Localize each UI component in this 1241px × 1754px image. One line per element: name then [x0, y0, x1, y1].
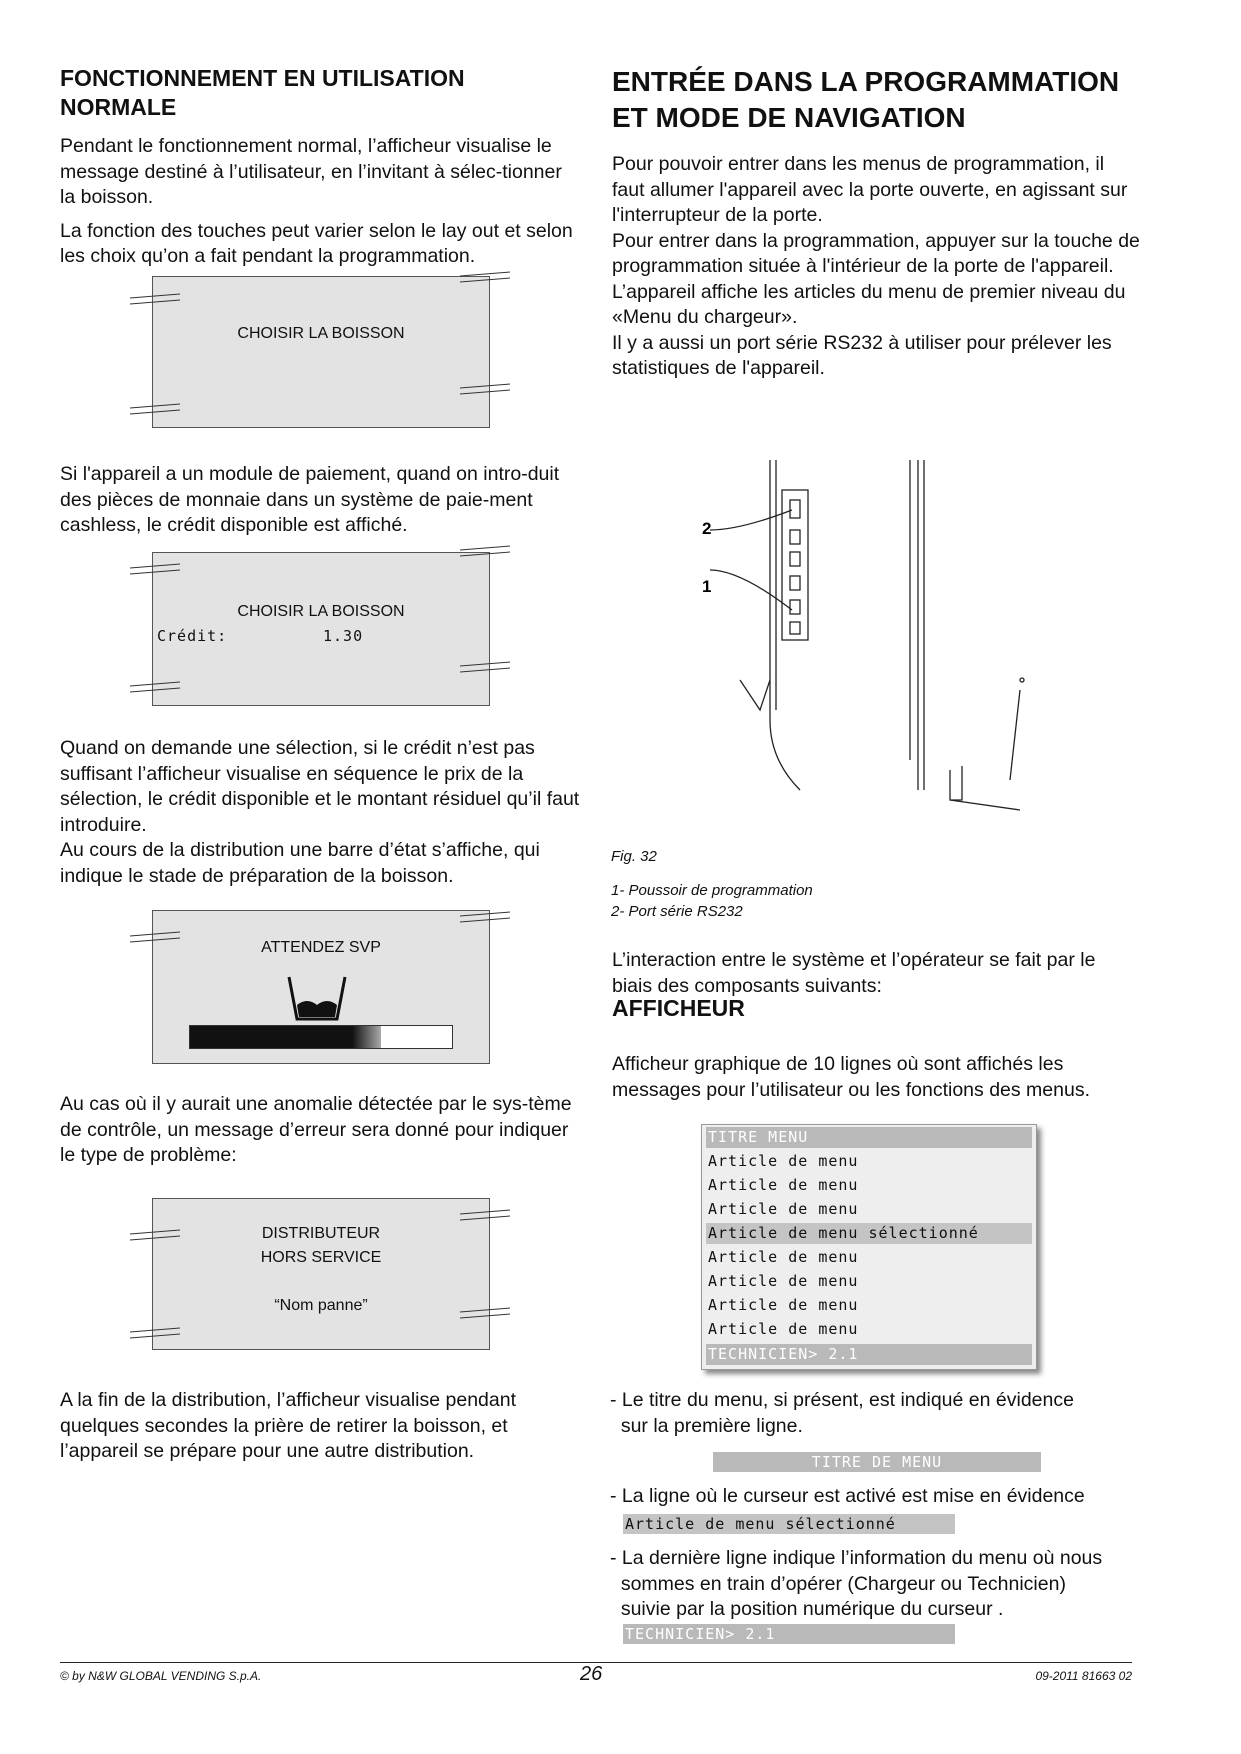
- paragraph: L’interaction entre le système et l’opérateur se fait par le biais des composants suivants:: [612, 949, 1096, 997]
- figure-legend-item: 2- Port série RS232: [611, 903, 743, 920]
- display-text: CHOISIR LA BOISSON: [237, 325, 405, 342]
- menu-item: Article de menu: [708, 1296, 859, 1314]
- section-heading-normal-use: FONCTIONNEMENT EN UTILISATION NORMALE: [60, 65, 465, 120]
- menu-item: Article de menu: [708, 1320, 859, 1338]
- menu-item-selected: Article de menu sélectionné: [706, 1223, 1032, 1244]
- document-code: 09-2011 81663 02: [1035, 1669, 1132, 1683]
- display-text: CHOISIR LA BOISSON: [237, 603, 405, 620]
- menu-item: Article de menu: [708, 1248, 859, 1266]
- paragraph: Au cas où il y aurait une anomalie détectée par le sys-tème de contrôle, un message d’erreur sera donné pour indiquer le type de problème:: [60, 1093, 572, 1166]
- paragraph: Pour entrer dans la programmation, appuyer sur la touche de programmation située à l'intérieur de la porte de l'appareil.: [612, 229, 1140, 277]
- figure-caption: Fig. 32: [611, 848, 657, 865]
- credit-value: 1.30: [323, 627, 364, 645]
- bullet-item: - Le titre du menu, si présent, est indiqué en évidence sur la première ligne.: [610, 1389, 1074, 1437]
- paragraph: L’appareil affiche les articles du menu de premier niveau du «Menu du chargeur».: [612, 280, 1126, 328]
- menu-item: Article de menu: [708, 1152, 859, 1170]
- figure-label-1: 1: [702, 577, 712, 596]
- figure-label-2: 2: [702, 519, 712, 538]
- display-text: HORS SERVICE: [260, 1249, 382, 1266]
- credit-label: Crédit:: [157, 627, 228, 645]
- section-heading-programming: ENTRÉE DANS LA PROGRAMMATION ET MODE DE NAVIGATION: [612, 66, 1120, 133]
- menu-item: Article de menu: [708, 1200, 859, 1218]
- footer-line-example: TECHNICIEN> 2.1: [623, 1624, 955, 1644]
- paragraph: Pendant le fonctionnement normal, l’afficheur visualise le message destiné à l’utilisateur, en l’invitant à sélec-tionner la boisson.: [60, 135, 562, 208]
- page-footer: [60, 1662, 1132, 1685]
- display-text: DISTRIBUTEUR: [261, 1225, 381, 1242]
- display-text: ATTENDEZ SVP: [261, 939, 381, 956]
- display-text: “Nom panne”: [274, 1297, 368, 1314]
- section-heading-display: AFFICHEUR: [612, 995, 745, 1021]
- figure-legend-item: 1- Poussoir de programmation: [611, 882, 813, 899]
- paragraph: A la fin de la distribution, l’afficheur visualise pendant quelques secondes la prière de retirer la boisson, et l’appareil se prépare pour une autre distribution.: [60, 1389, 517, 1462]
- paragraph: Pour pouvoir entrer dans les menus de programmation, il faut allumer l'appareil avec la porte ouverte, en agissant sur l'interrupteur de la porte.: [612, 153, 1128, 226]
- copyright: © by N&W GLOBAL VENDING S.p.A.: [60, 1669, 262, 1683]
- menu-title-example: TITRE DE MENU: [713, 1452, 1041, 1472]
- paragraph: Quand on demande une sélection, si le crédit n’est pas suffisant l’afficheur visualise en séquence le prix de la sélection, le crédit disponible et le montant résiduel qu’il faut introduire.: [60, 737, 580, 836]
- paragraph: Il y a aussi un port série RS232 à utiliser pour prélever les statistiques de l'appareil.: [612, 331, 1112, 379]
- menu-footer-row: TECHNICIEN> 2.1: [706, 1344, 1032, 1365]
- door-figure: [690, 460, 1080, 830]
- selected-item-example: Article de menu sélectionné: [623, 1514, 955, 1534]
- display-frame-decorations: [120, 268, 520, 1368]
- paragraph: Afficheur graphique de 10 lignes où sont affichés les messages pour l’utilisateur ou les fonctions des menus.: [612, 1053, 1090, 1101]
- right-column: [612, 64, 1140, 382]
- paragraph: Au cours de la distribution une barre d’état s’affiche, qui indique le stade de préparation de la boisson.: [60, 839, 540, 887]
- menu-title-row: TITRE MENU: [706, 1127, 1032, 1148]
- menu-item: Article de menu: [708, 1176, 859, 1194]
- bullet-item: - La dernière ligne indique l’information du menu où nous sommes en train d’opérer (Chargeur ou Technicien) suivie par la position numérique du curseur .: [610, 1547, 1103, 1620]
- menu-item: Article de menu: [708, 1272, 859, 1290]
- page-number: 26: [580, 1663, 603, 1685]
- bullet-item: - La ligne où le curseur est activé est mise en évidence: [610, 1485, 1085, 1507]
- left-column: [60, 64, 580, 278]
- paragraph: Si l'appareil a un module de paiement, quand on intro-duit des pièces de monnaie dans un système de paie-ment cashless, le crédit disponible est affiché.: [60, 463, 560, 536]
- menu-display: [701, 1124, 1037, 1370]
- paragraph: La fonction des touches peut varier selon le lay out et selon les choix qu’on a fait pendant la programmation.: [60, 219, 573, 267]
